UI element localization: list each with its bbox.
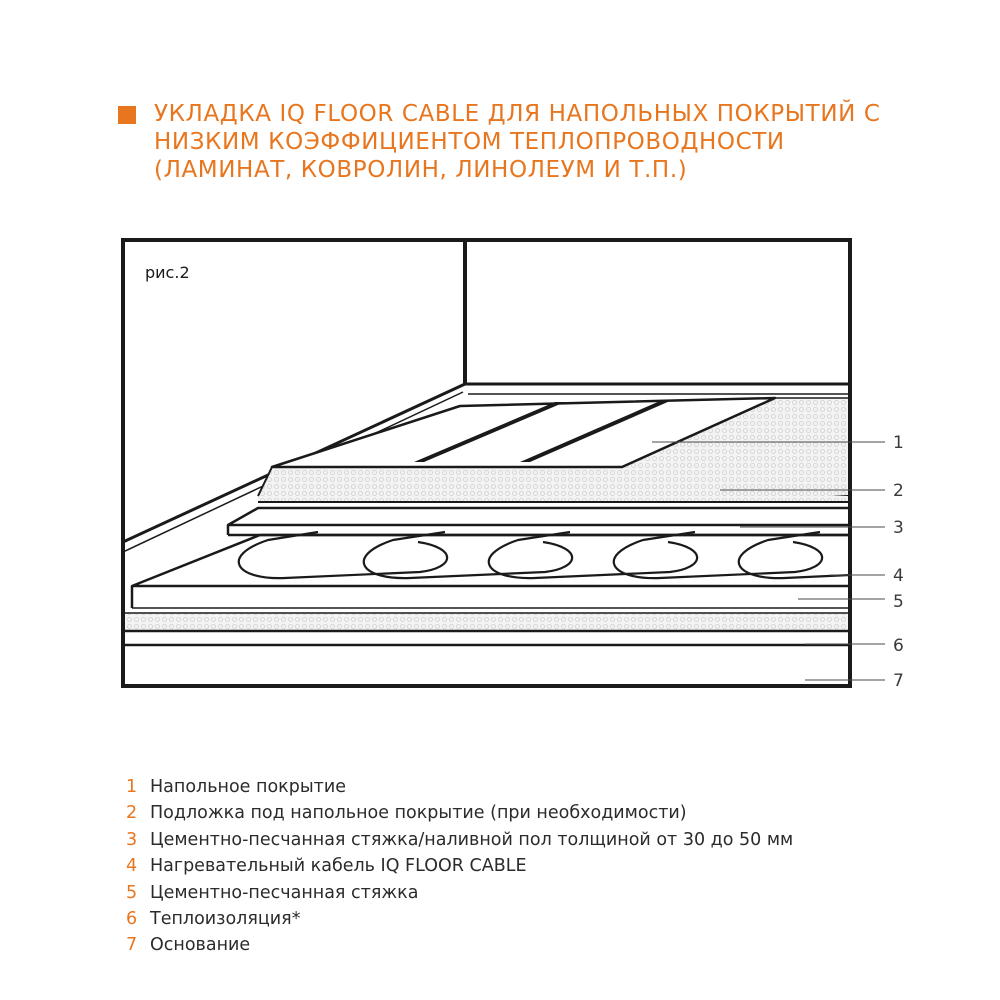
legend-text: Теплоизоляция* [150,908,301,929]
figure-caption: рис.2 [145,263,190,282]
callout-4: 4 [893,566,904,586]
legend-text: Цементно-песчанная стяжка/наливной пол толщиной от 30 до 50 мм [150,829,794,850]
legend-text: Основание [150,935,251,956]
legend-text: Цементно-песчанная стяжка [150,882,419,903]
legend-text: Подложка под напольное покрытие (при необходимости) [150,803,687,824]
heading-line-3: (ЛАМИНАТ, КОВРОЛИН, ЛИНОЛЕУМ И Т.П.) [154,157,688,183]
callout-2: 2 [893,481,904,501]
heading-line-2: НИЗКИМ КОЭФФИЦИЕНТОМ ТЕПЛОПРОВОДНОСТИ [154,129,785,155]
callout-6: 6 [893,636,904,656]
legend-number: 6 [126,908,138,929]
heading-line-1: УКЛАДКА IQ FLOOR CABLE ДЛЯ НАПОЛЬНЫХ ПОКРЫТИЙ С [154,101,881,127]
callout-3: 3 [893,518,904,538]
callout-7: 7 [893,671,904,691]
legend-number: 2 [126,803,138,824]
callout-1: 1 [893,433,904,453]
layer-6-insulation [123,613,850,631]
legend-number: 1 [126,777,138,797]
legend-number: 7 [126,935,138,956]
legend-number: 3 [126,829,138,850]
callout-5: 5 [893,592,904,612]
legend-number: 4 [126,856,138,877]
legend-number: 5 [126,882,138,903]
legend-text: Напольное покрытие [150,777,346,797]
layer-3-screed-slab [228,508,850,525]
legend-text: Нагревательный кабель IQ FLOOR CABLE [150,856,527,877]
